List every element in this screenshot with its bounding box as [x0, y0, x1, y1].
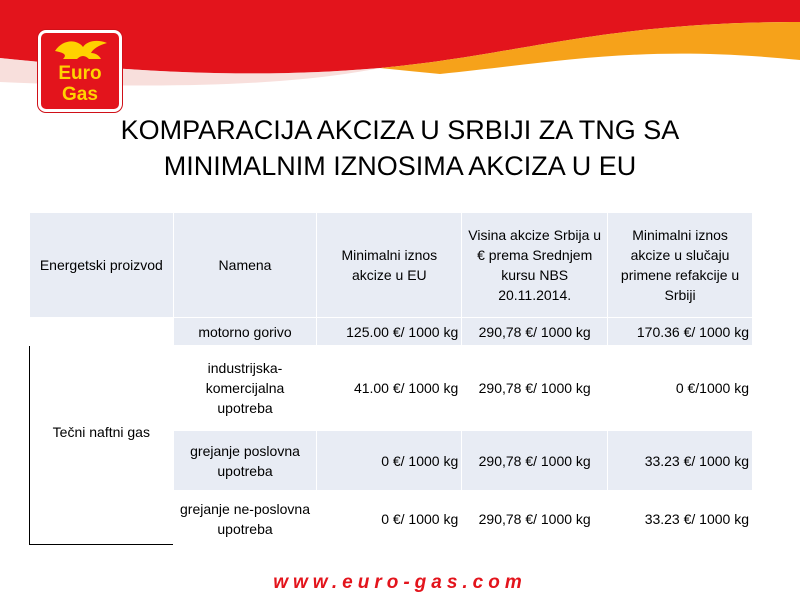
eu-value-cell: 41.00 €/ 1000 kg — [317, 346, 462, 431]
title-line-1: KOMPARACIJA AKCIZA U SRBIJI ZA TNG SA — [120, 115, 680, 145]
eu-value-cell: 0 €/ 1000 kg — [317, 431, 462, 491]
winged-lion-icon — [53, 37, 109, 63]
footer-website: www.euro-gas.com — [273, 572, 527, 593]
page-title — [100, 112, 700, 184]
header-refund-minimum: Minimalni iznos akcize u slučaju primene refakcije u Srbiji — [608, 213, 753, 318]
logo-text-gas: Gas — [62, 84, 98, 105]
serbia-value-cell: 290,78 €/ 1000 kg — [462, 491, 608, 547]
table-left-rule — [29, 346, 30, 545]
table-row — [30, 318, 753, 346]
logo-text-euro: Euro — [58, 63, 102, 84]
header-purpose: Namena — [173, 213, 317, 318]
title-line-2: MINIMALNIM IZNOSIMA AKCIZA U EU — [163, 151, 637, 181]
table-header-row — [30, 213, 753, 318]
refund-value-cell: 33.23 €/ 1000 kg — [608, 431, 753, 491]
header-eu-minimum: Minimalni iznos akcize u EU — [317, 213, 462, 318]
serbia-value-cell: 290,78 €/ 1000 kg — [462, 318, 608, 346]
purpose-cell: motorno gorivo — [173, 318, 317, 346]
purpose-cell: industrijska-komercijalna upotreba — [173, 346, 317, 431]
refund-value-cell: 33.23 €/ 1000 kg — [608, 491, 753, 547]
header-serbia-excise: Visina akcize Srbija u € prema Srednjem kursu NBS 20.11.2014. — [462, 213, 608, 318]
serbia-value-cell: 290,78 €/ 1000 kg — [462, 346, 608, 431]
refund-value-cell: 170.36 €/ 1000 kg — [608, 318, 753, 346]
refund-value-cell: 0 €/1000 kg — [608, 346, 753, 431]
serbia-value-cell: 290,78 €/ 1000 kg — [462, 431, 608, 491]
header-energy-product: Energetski proizvod — [30, 213, 174, 318]
excise-comparison-table — [29, 212, 753, 547]
eu-value-cell: 125.00 €/ 1000 kg — [317, 318, 462, 346]
product-cell: Tečni naftni gas — [30, 318, 174, 547]
table-bottom-rule — [29, 544, 173, 545]
purpose-cell: grejanje poslovna upotreba — [173, 431, 317, 491]
eurogas-logo — [38, 30, 122, 112]
purpose-cell: grejanje ne-poslovna upotreba — [173, 491, 317, 547]
eu-value-cell: 0 €/ 1000 kg — [317, 491, 462, 547]
